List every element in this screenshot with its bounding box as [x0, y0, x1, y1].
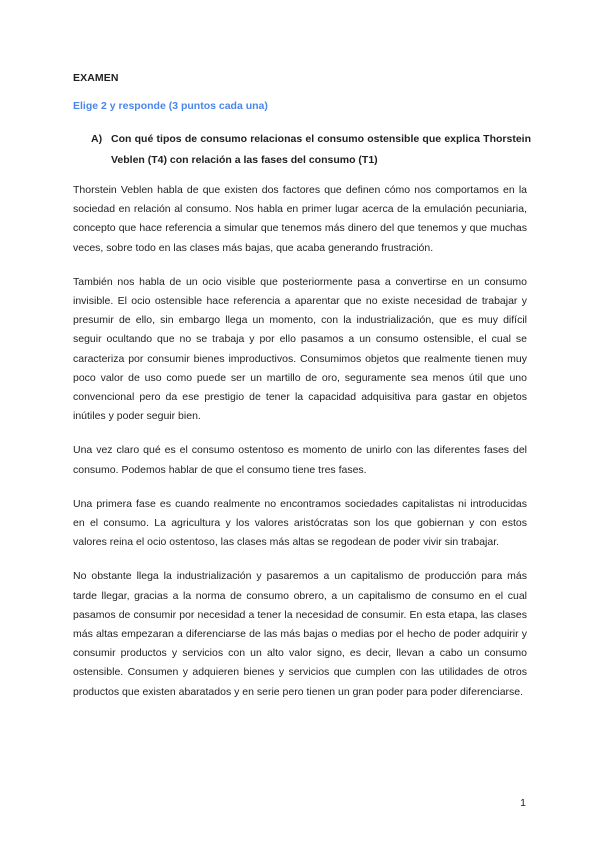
paragraph-1: Thorstein Veblen habla de que existen dos factores que definen cómo nos comportamos en la sociedad en relación al consumo. Nos habla en primer lugar acerca de la emulación pecuniaria, concepto que hace referencia a simular que tenemos más dinero del que tenemos y que muchas veces, sobre todo en las clases más bajas, que acaba generando frustración.	[73, 184, 527, 254]
answer-body	[73, 181, 527, 717]
question-a	[91, 129, 531, 171]
instruction-heading: Elige 2 y responde (3 puntos cada una)	[73, 100, 268, 112]
exam-title: EXAMEN	[73, 72, 119, 84]
paragraph-3: Una vez claro qué es el consumo ostentoso es momento de unirlo con las diferentes fases del consumo. Podemos hablar de que el consumo tiene tres fases.	[73, 444, 527, 476]
question-text: Con qué tipos de consumo relacionas el consumo ostensible que explica Thorstein Veblen (T4) con relación a las fases del consumo (T1)	[111, 133, 531, 166]
paragraph-4: Una primera fase es cuando realmente no encontramos sociedades capitalistas ni introducidas en el consumo. La agricultura y los valores aristócratas son los que gobiernan y con estos valores reina el ocio ostentoso, las clases más altas se regodean de poder vivir sin trabajar.	[73, 497, 527, 549]
page-number: 1	[520, 797, 526, 809]
question-label: A)	[91, 133, 103, 145]
paragraph-2: También nos habla de un ocio visible que posteriormente pasa a convertirse en un consumo invisible. El ocio ostensible hace referencia a aparentar que no existe necesidad de trabajar y presumir de ello, sin embargo llega un momento, con la industrialización, que es muy difícil seguir ocultando que no se trabaja y por ello pasamos a un consumo ostensible, el cual se caracteriza por consumir bienes improductivos. Consumimos objetos que realmente tienen muy poco valor de uso como puede ser un martillo de oro, seguramente sea menos útil que uno convencional pero da ese prestigio de tener la capacidad adquisitiva para gastar en objetos inútiles y poder seguir bien.	[73, 275, 527, 423]
paragraph-5: No obstante llega la industrialización y pasaremos a un capitalismo de producción para más tarde llegar, gracias a la norma de consumo obrero, a un capitalismo de consumo en el cual pasamos de consumir por necesidad a tener la necesidad de consumir. En esta etapa, las clases más altas empezaran a diferenciarse de las más bajas o medias por el hecho de poder adquirir y consumir productos y servicios con un alto valor signo, es decir, llevan a cabo un consumo ostensible. Consumen y adquieren bienes y servicios que cumplen con las utilidades de otros productos que existen abaratados y en serie pero tienen un gran poder para poder diferenciarse.	[73, 570, 527, 698]
